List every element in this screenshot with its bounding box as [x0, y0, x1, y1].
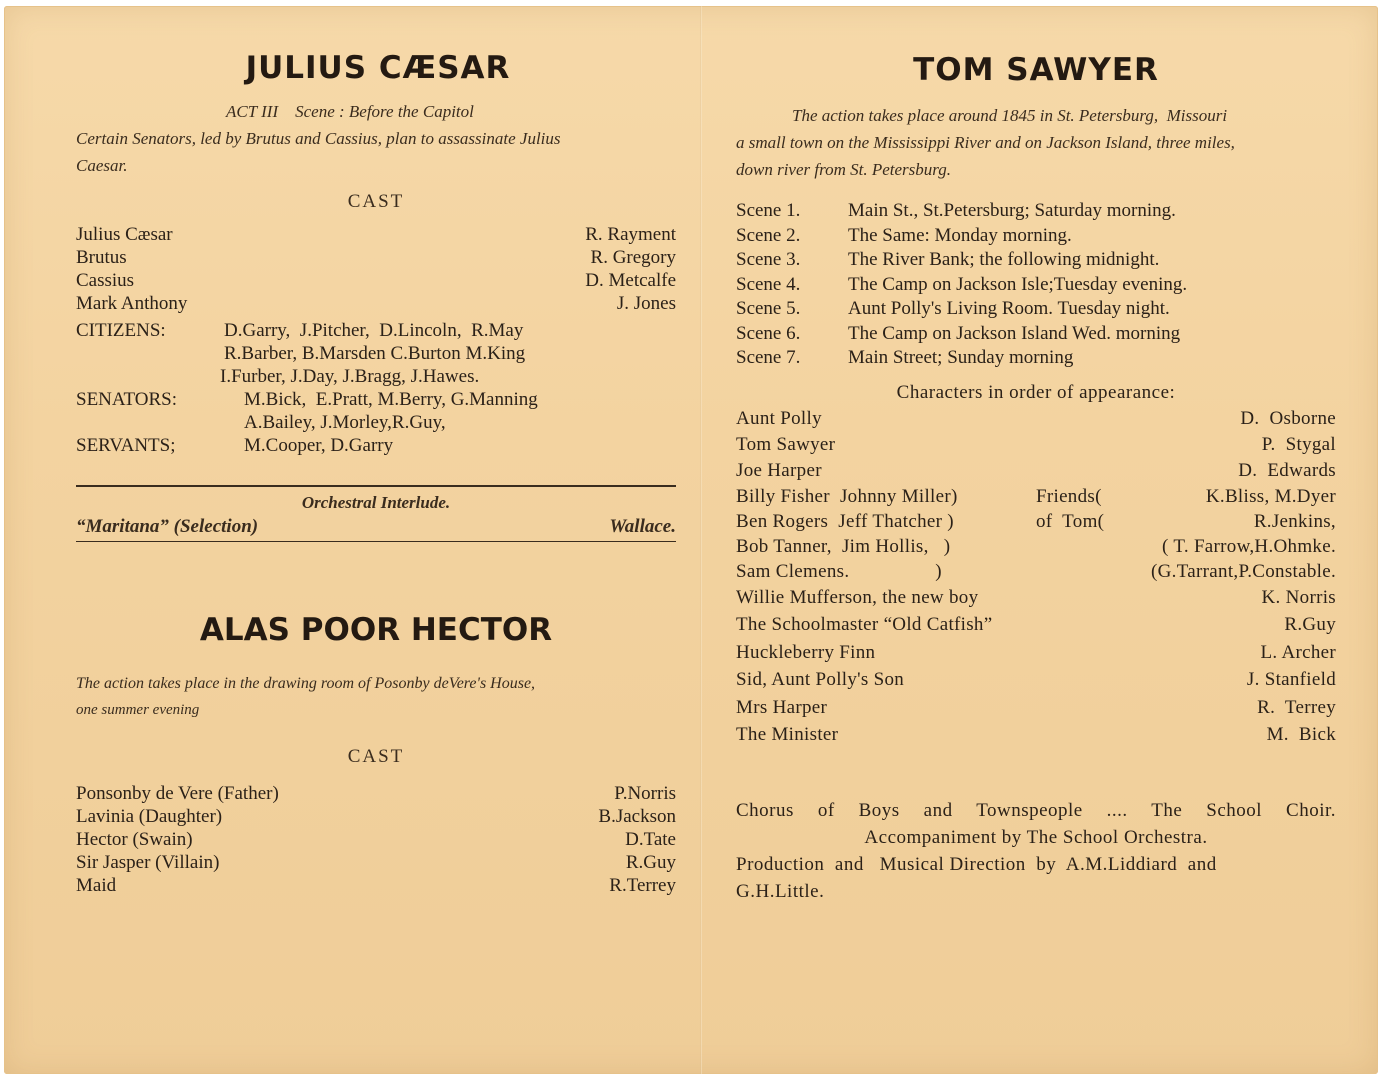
scene-number: Scene 4.: [736, 273, 801, 295]
tom-sawyer-title: TOM SAWYER: [913, 52, 1159, 88]
divider: [76, 541, 676, 542]
cast-role: Hector (Swain): [76, 829, 193, 850]
scene-description: The Camp on Jackson Isle;Tuesday evening.: [848, 273, 1188, 295]
friends-bracket: [1036, 534, 1146, 559]
character-role: Huckleberry Finn: [736, 641, 876, 663]
character-actor: D. Osborne: [1240, 407, 1336, 429]
scene-description: Main Street; Sunday morning: [848, 347, 1074, 368]
cast-row: [76, 851, 676, 874]
friends-actors: ( T. Farrow,H.Ohmke.: [1162, 535, 1336, 557]
cast-actor: R. Rayment: [585, 224, 676, 245]
scene-description: The Same: Monday morning.: [848, 224, 1072, 246]
cast-role: Lavinia (Daughter): [76, 806, 223, 827]
friends-actors: K.Bliss, M.Dyer: [1205, 485, 1336, 507]
character-actor: K. Norris: [1261, 586, 1336, 608]
scene-row: [736, 224, 1336, 249]
friends-bracket: of Tom(: [1036, 510, 1105, 532]
cast-role: Ponsonby de Vere (Father): [76, 783, 279, 804]
interlude-composer: Wallace.: [609, 516, 676, 537]
scene-description: The River Bank; the following midnight.: [848, 249, 1160, 270]
divider: [76, 485, 676, 487]
cast-actor: D.Tate: [625, 829, 676, 850]
senators-line: A.Bailey, J.Morley,R.Guy,: [244, 412, 446, 433]
cast-role: Sir Jasper (Villain): [76, 852, 220, 873]
character-role: Aunt Polly: [736, 407, 822, 429]
cast-actor: P.Norris: [614, 783, 676, 804]
tom-sawyer-setting-line-2: a small town on the Mississippi River and on Jackson Island, three miles,: [736, 133, 1235, 152]
cast-row: [76, 269, 676, 292]
cast-actor: R.Guy: [625, 852, 676, 873]
friends-row: [736, 509, 1336, 534]
citizens-group: [76, 319, 676, 388]
cast-row: [76, 874, 676, 897]
friends-bracket: Friends(: [1036, 485, 1102, 507]
scene-row: [736, 346, 1336, 371]
scene-row: [736, 248, 1336, 273]
alas-poor-hector-title: ALAS POOR HECTOR: [199, 612, 553, 648]
senators-line: M.Bick, E.Pratt, M.Berry, G.Manning: [244, 389, 538, 410]
character-role: Tom Sawyer: [736, 433, 836, 455]
senators-label: SENATORS:: [76, 389, 178, 410]
cast-actor: B.Jackson: [598, 806, 676, 827]
cast-row: [76, 223, 676, 246]
julius-caesar-title: JULIUS CÆSAR: [245, 50, 511, 86]
scene-list: [736, 199, 1336, 371]
scene-row: [736, 273, 1336, 298]
cast-role: Cassius: [76, 270, 135, 291]
cast-row: [76, 828, 676, 851]
cast-actor: D. Metcalfe: [585, 270, 676, 291]
tom-sawyer-setting-line-1: The action takes place around 1845 in St. Petersburg, Missouri: [792, 106, 1228, 125]
friends-names: Ben Rogers Jeff Thatcher ): [736, 510, 954, 532]
character-actor: M. Bick: [1266, 724, 1336, 745]
friends-actors: R.Jenkins,: [1253, 510, 1336, 532]
character-row: [736, 584, 1336, 612]
hector-synopsis-line-2: one summer evening: [76, 702, 200, 718]
servants-group: [76, 434, 676, 457]
character-role: Mrs Harper: [736, 696, 828, 718]
right-page: [736, 50, 1336, 905]
scene-row: [736, 322, 1336, 347]
scene-number: Scene 6.: [736, 322, 801, 344]
senators-group: [76, 388, 676, 434]
servants-label: SERVANTS;: [76, 435, 176, 456]
julius-caesar-synopsis-line-2: Caesar.: [76, 156, 128, 175]
accompaniment-credit: Accompaniment by The School Orchestra.: [864, 826, 1208, 848]
character-row: [736, 694, 1336, 722]
character-row: [736, 611, 1336, 639]
cast-role: Julius Cæsar: [76, 224, 173, 245]
character-row: [736, 458, 1336, 484]
friends-bracket: [1036, 559, 1146, 584]
character-row: [736, 639, 1336, 667]
cast-role: Brutus: [76, 247, 127, 268]
julius-caesar-cast-heading: CAST: [347, 191, 405, 212]
character-row: [736, 406, 1336, 432]
scene-description: Aunt Polly's Living Room. Tuesday night.: [848, 298, 1170, 319]
scene-description: Main St., St.Petersburg; Saturday morning.: [848, 200, 1176, 221]
citizens-line: R.Barber, B.Marsden C.Burton M.King: [224, 343, 526, 364]
character-actor: P. Stygal: [1261, 433, 1336, 455]
servants-line: M.Cooper, D.Garry: [244, 435, 394, 456]
characters-heading: Characters in order of appearance:: [896, 381, 1176, 403]
friends-row: [736, 484, 1336, 509]
cast-actor: J. Jones: [616, 293, 676, 314]
cast-actor: R. Gregory: [590, 247, 676, 268]
character-actor: J. Stanfield: [1246, 669, 1336, 690]
friends-actors: (G.Tarrant,P.Constable.: [1151, 560, 1336, 582]
interlude-heading: Orchestral Interlude.: [301, 493, 451, 512]
friends-row: [736, 559, 1336, 584]
scene-row: [736, 199, 1336, 224]
scene-number: Scene 2.: [736, 224, 801, 246]
cast-role: Maid: [76, 875, 117, 896]
hector-cast-heading: CAST: [347, 746, 405, 767]
cast-row: [76, 805, 676, 828]
interlude-row: [76, 515, 676, 539]
scene-number: Scene 5.: [736, 298, 801, 319]
julius-caesar-act: ACT III Scene : Before the Capitol: [226, 102, 474, 121]
character-role: Sid, Aunt Polly's Son: [736, 669, 905, 690]
scene-number: Scene 1.: [736, 200, 801, 221]
character-actor: R.Guy: [1284, 614, 1336, 635]
citizens-line: I.Furber, J.Day, J.Bragg, J.Hawes.: [220, 366, 480, 387]
production-credit-line-1: Production and Musical Direction by A.M.Liddiard and: [736, 853, 1217, 875]
interlude-piece: “Maritana” (Selection): [76, 516, 259, 537]
scene-number: Scene 3.: [736, 249, 801, 270]
character-role: The Schoolmaster “Old Catfish”: [736, 614, 993, 635]
character-role: Joe Harper: [736, 459, 822, 481]
scene-row: [736, 297, 1336, 322]
scene-description: The Camp on Jackson Island Wed. morning: [848, 322, 1181, 344]
cast-row: [76, 246, 676, 269]
friends-names: Bob Tanner, Jim Hollis, ): [736, 535, 951, 557]
friends-row: [736, 534, 1336, 559]
friends-names: Sam Clemens. ): [736, 560, 942, 582]
cast-row: [76, 292, 676, 315]
centre-fold: [700, 6, 702, 1074]
cast-row: [76, 782, 676, 805]
scene-number: Scene 7.: [736, 347, 801, 368]
character-actor: R. Terrey: [1257, 696, 1336, 718]
character-row: [736, 432, 1336, 458]
character-role: Willie Mufferson, the new boy: [736, 586, 979, 608]
cast-actor: R.Terrey: [609, 875, 676, 896]
citizens-line: D.Garry, J.Pitcher, D.Lincoln, R.May: [224, 320, 524, 341]
hector-synopsis-line-1: The action takes place in the drawing room of Posonby deVere's House,: [76, 675, 536, 692]
tom-sawyer-setting-line-3: down river from St. Petersburg.: [736, 160, 952, 179]
production-credit-line-2: G.H.Little.: [736, 880, 825, 902]
chorus-credit: Chorus of Boys and Townspeople .... The School Choir.: [736, 799, 1336, 821]
citizens-label: CITIZENS:: [76, 320, 166, 341]
julius-caesar-synopsis-line-1: Certain Senators, led by Brutus and Cassius, plan to assassinate Julius: [76, 129, 561, 148]
friends-names: Billy Fisher Johnny Miller): [736, 485, 958, 507]
character-role: The Minister: [736, 724, 839, 745]
character-row: [736, 666, 1336, 694]
character-actor: D. Edwards: [1238, 459, 1336, 481]
cast-role: Mark Anthony: [76, 293, 188, 314]
left-page: [76, 50, 676, 897]
character-actor: L. Archer: [1260, 641, 1336, 663]
character-row: [736, 721, 1336, 749]
